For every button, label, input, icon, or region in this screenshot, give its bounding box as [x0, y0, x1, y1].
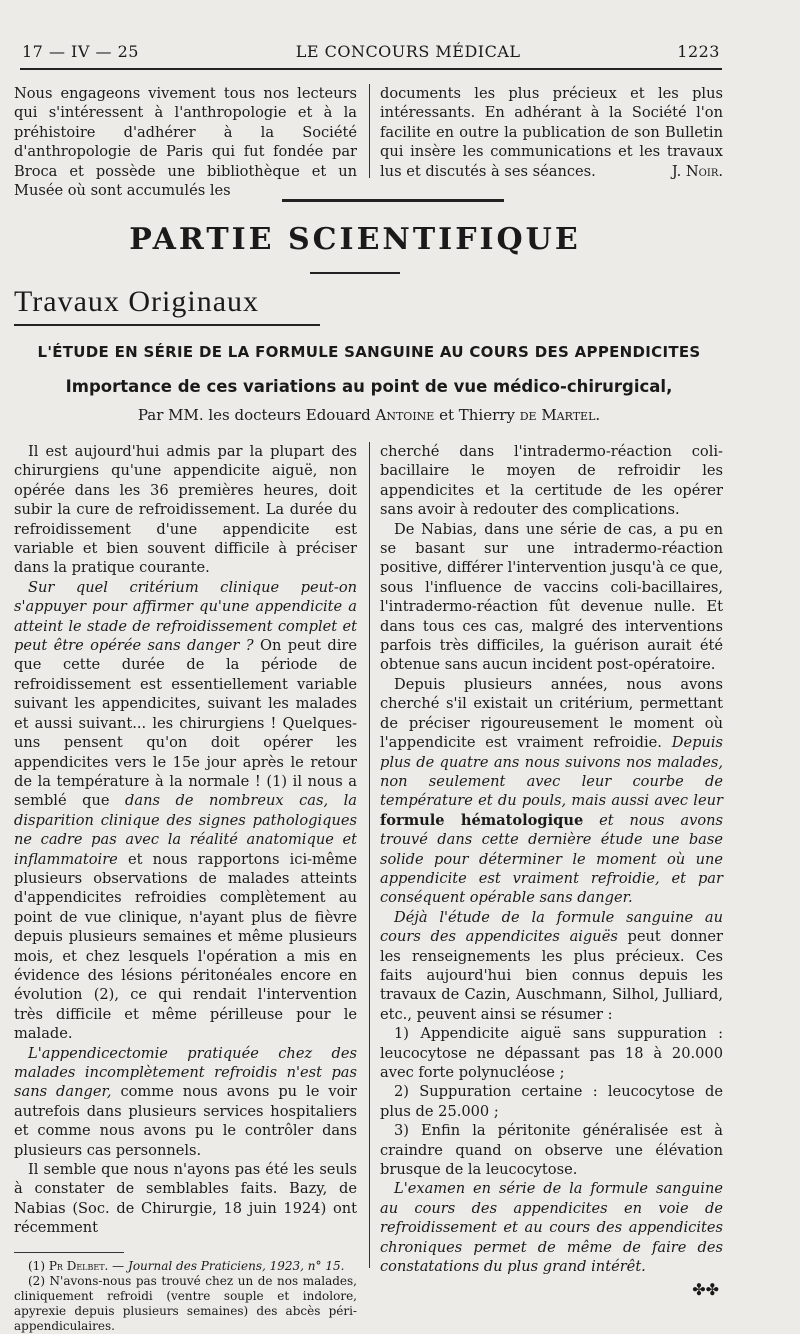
right-paragraph-4-text: peut donner les renseignements les plus précieux. Ces faits aujourd'hui bien connus depuis les travaux de Cazin, Auschmann, Silhol, Julliard, etc., peuvent ainsi se résumer :	[380, 928, 723, 1023]
article-byline	[14, 406, 724, 424]
author-de-martel: de Martel.	[519, 406, 601, 424]
right-paragraph-5-italic: L'examen en série de la formule sanguine au cours des appendicites en voie de refroidissement et au cours des appendicites chroniques permet de même de faire des constatations du plus grand intérêt.	[380, 1180, 723, 1276]
byline-and: et Thierry	[439, 406, 515, 424]
issue-date: 17 — IV — 25	[22, 41, 139, 61]
left-paragraph-2-italic-b: dans de nombreux cas, la disparition clinique des signes pathologiques ne cadre pas avec la réalité anatomique et inflammatoire	[14, 792, 358, 868]
list-item-1: 1) Appendicite aiguë sans suppuration : leucocytose ne dépassant pas 18 à 20.000 avec forte polynucléose ;	[380, 1025, 723, 1081]
right-paragraph-3	[380, 675, 723, 908]
column-divider	[369, 442, 370, 1268]
article-body	[14, 442, 726, 1333]
right-paragraph-3-text: Depuis plusieurs années, nous avons cherché s'il existait un critérium, permettant de préciser rigoureusement le moment où l'appendicite est vraiment refroidie.	[380, 675, 723, 752]
notice-right-text: documents les plus précieux et les plus intéressants. En adhérant à la Société l'on facilite en outre la publication de son Bulletin qui insère les communications et les travaux lus et discutés à ses séances.	[380, 85, 723, 180]
left-paragraph-2-text-b: et nous rapportons ici-même plusieurs observations de malades atteints d'appendicites refroidies complètement au point de vue clinique, n'ayant plus de fièvre depuis plusieurs semaines et même plusieurs mois, et chez lesquels l'opération a mis en évidence des lésions péritonéales encore en évolution (2), ce qui rendait l'intervention très difficile et même périlleuse pour le malade.	[14, 850, 357, 1043]
subsection-title: Travaux Originaux	[14, 285, 260, 318]
article-left-column	[14, 442, 358, 1333]
author-antoine: Antoine	[375, 406, 435, 424]
left-paragraph-2	[14, 578, 357, 1044]
section-underline	[310, 272, 400, 274]
notice-right-column	[380, 84, 723, 200]
right-paragraph-1: cherché dans l'intradermo-réaction coli-bacillaire le moyen de refroidir les appendicites et la certitude de les opérer sans avoir à redouter des complications.	[380, 443, 723, 519]
left-paragraph-4: Il semble que nous n'ayons pas été les seuls à constater de semblables faits. Bazy, de Nabias (Soc. de Chirurgie, 18 juin 1924) ont récemment	[14, 1161, 357, 1237]
right-paragraph-4-italic: Déjà l'étude de la formule sanguine au cours des appendicites aiguës	[380, 908, 723, 946]
right-paragraph-4	[380, 908, 723, 1024]
page-number: 1223	[677, 41, 720, 61]
article-title: L'ÉTUDE EN SÉRIE DE LA FORMULE SANGUINE AU COURS DES APPENDICITES	[37, 343, 701, 361]
notice-columns	[14, 84, 726, 200]
footnote-1-source: Journal des Praticiens, 1923, n° 15.	[128, 1258, 345, 1273]
left-paragraph-1: Il est aujourd'hui admis par la plupart des chirurgiens qu'une appendicite aiguë, non opérée dans les 36 premières heures, doit subir la cure de refroidissement. La durée du refroidissement d'une appendicite est variable et bien souvent difficile à préciser dans la pratique courante.	[14, 443, 357, 577]
footnote-1	[14, 1259, 357, 1274]
list-item-3: 3) Enfin la péritonite généralisée est à craindre quand on observe une élévation brusque de la leucocytose.	[380, 1122, 723, 1179]
notice-left-text: Nous engageons vivement tous nos lecteurs qui s'intéressent à l'anthropologie et à la préhistoire d'adhérer à la Société d'anthropologie de Paris qui fut fondée par Broca et possède une bibliothèque et un Musée où sont accumulés les	[14, 85, 357, 200]
journal-title: LE CONCOURS MÉDICAL	[295, 41, 521, 61]
left-paragraph-3	[14, 1044, 357, 1160]
left-paragraph-3-text: comme nous avons pu le voir autrefois dans plusieurs services hospitaliers et comme nous avons pu le contrôler dans plusieurs cas personnels.	[14, 1083, 358, 1159]
left-paragraph-2-text-a: On peut dire que cette durée de la période de refroidissement est essentiellement variable suivant les appendicites, suivant les malades et aussi suivant... les chirurgiens ! Quelques-uns pensent qu'on doit opérer les appendicites vers le 15e jour après le retour de la température à la normale ! (1) il nous a semblé que	[14, 637, 357, 810]
right-paragraph-3-italic-a: Depuis plus de quatre ans nous suivons nos malades, non seulement avec leur courbe de température et du pouls, mais aussi avec leur	[380, 734, 723, 810]
left-paragraph-2-question: Sur quel critérium clinique peut-on s'appuyer pour affirmer qu'une appendicite a atteint le stade de refroidissement complet et peut être opérée sans danger ?	[14, 578, 357, 655]
footnote-2: (2) N'avons-nous pas trouvé chez un de nos malades, cliniquement refroidi (ventre souple et indolore, apyrexie depuis plusieurs semaines) des abcès péri-appendiculaires.	[14, 1273, 357, 1333]
right-paragraph-3-italic-b: et nous avons trouvé dans cette dernière étude une base solide pour déterminer le moment où une appendicite est vraiment refroidie, et par conséquent opérable sans danger.	[380, 811, 723, 907]
right-paragraph-5	[380, 1179, 723, 1276]
running-head	[22, 38, 720, 64]
section-separator	[282, 199, 504, 202]
list-item-2: 2) Suppuration certaine : leucocytose de plus de 25.000 ;	[380, 1083, 723, 1120]
right-paragraph-3-bold: formule hématologique	[380, 811, 584, 829]
footnote-1-author: (1) Pr Delbet. —	[28, 1258, 125, 1273]
section-title: PARTIE SCIENTIFIQUE	[129, 222, 581, 257]
header-rule	[20, 68, 722, 70]
right-paragraph-2: De Nabias, dans une série de cas, a pu en se basant sur une intradermo-réaction positive, différer l'intervention jusqu'à ce que, sous l'influence de vaccins coli-bacillaires, l'intradermo-réaction fût devenue nulle. Et dans tous ces cas, malgré des interventions parfois très difficiles, la guérison aurait été obtenue sans aucun incident post-opératoire.	[380, 520, 723, 674]
left-paragraph-3-italic: L'appendicectomie pratiquée chez des malades incomplètement refroidis n'est pas sans danger,	[14, 1044, 357, 1101]
article-right-column	[380, 442, 723, 1300]
end-ornament-icon: ✤✤	[692, 1280, 719, 1300]
footnote-rule	[14, 1252, 124, 1253]
notice-left-column	[14, 84, 357, 200]
subsection-underline	[14, 324, 320, 326]
notice-signature: J. Noir.	[671, 163, 723, 181]
byline-prefix: Par MM. les docteurs Edouard	[137, 406, 371, 424]
column-divider	[369, 84, 370, 178]
article-subtitle: Importance de ces variations au point de vue médico-chirurgical,	[65, 377, 673, 396]
